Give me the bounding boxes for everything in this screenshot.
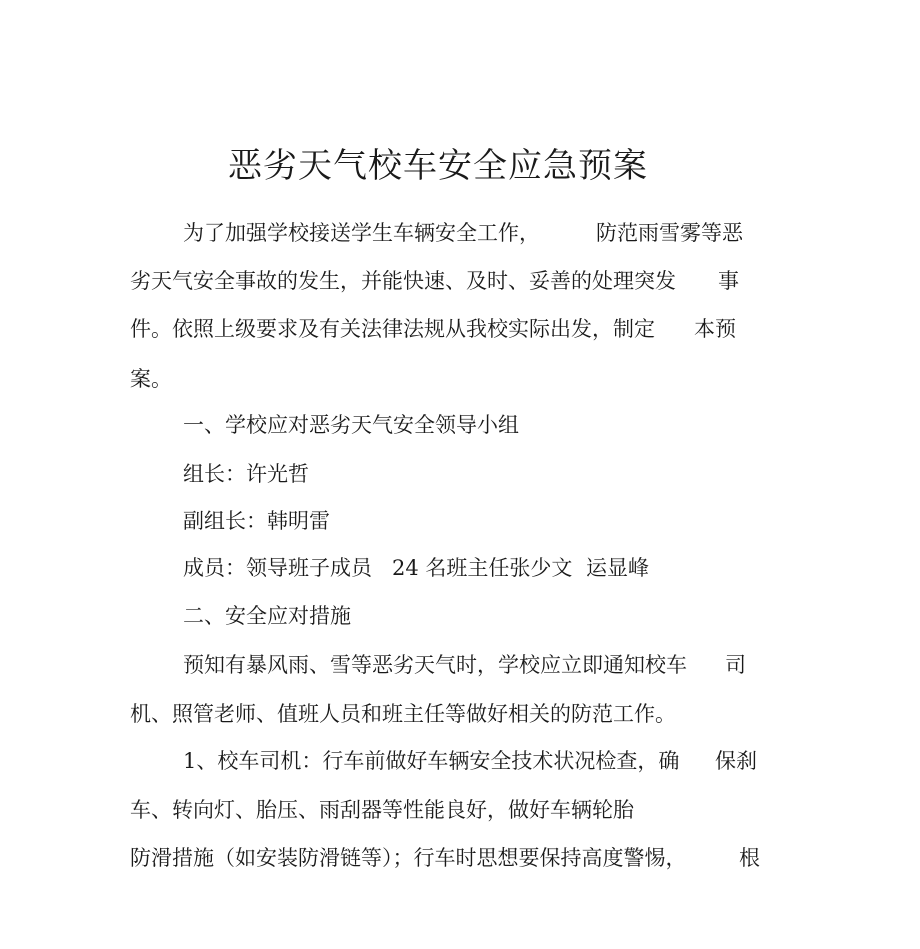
text-segment: 车、转向灯、胎压、雨刮器等性能良好，做好车辆轮胎 [130,798,634,822]
text-segment: 防滑措施（如安装防滑链等）；行车时思想要保持高度警惕， [130,846,687,870]
text-segment: 为了加强学校接送学生车辆安全工作， [183,221,540,245]
text-segment: 案。 [130,367,172,391]
text-segment: 一、学校应对恶劣天气安全领导小组 [183,413,519,437]
text-segment: 预知有暴风雨、雪等恶劣天气时，学校应立即通知校车 [183,653,687,677]
text-segment: 副组长：韩明雷 [183,509,330,533]
text-segment: 司 [725,653,746,677]
text-segment: 防范雨雪雾等恶 [596,221,743,245]
text-segment: 二、安全应对措施 [183,604,351,628]
text-segment: 1、校车司机：行车前做好车辆安全技术状况检查，确 [183,749,680,773]
text-segment: 组长：许光哲 [183,462,309,486]
text-segment: 运显峰 [586,556,649,580]
document-title: 恶劣天气校车安全应急预案 [228,146,648,186]
text-segment: 根 [739,846,760,870]
text-segment: 保刹 [715,749,757,773]
text-segment: 事 [718,269,739,293]
text-segment: 件。依照上级要求及有关法律法规从我校实际出发，制定 [130,317,655,341]
text-segment: 24 名班主任张少文 [392,556,573,580]
text-segment: 本预 [694,317,736,341]
text-segment: 机、照管老师、值班人员和班主任等做好相关的防范工作。 [130,702,676,726]
text-segment: 成员：领导班子成员 [183,556,372,580]
text-segment: 劣天气安全事故的发生，并能快速、及时、妥善的处理突发 [130,269,676,293]
